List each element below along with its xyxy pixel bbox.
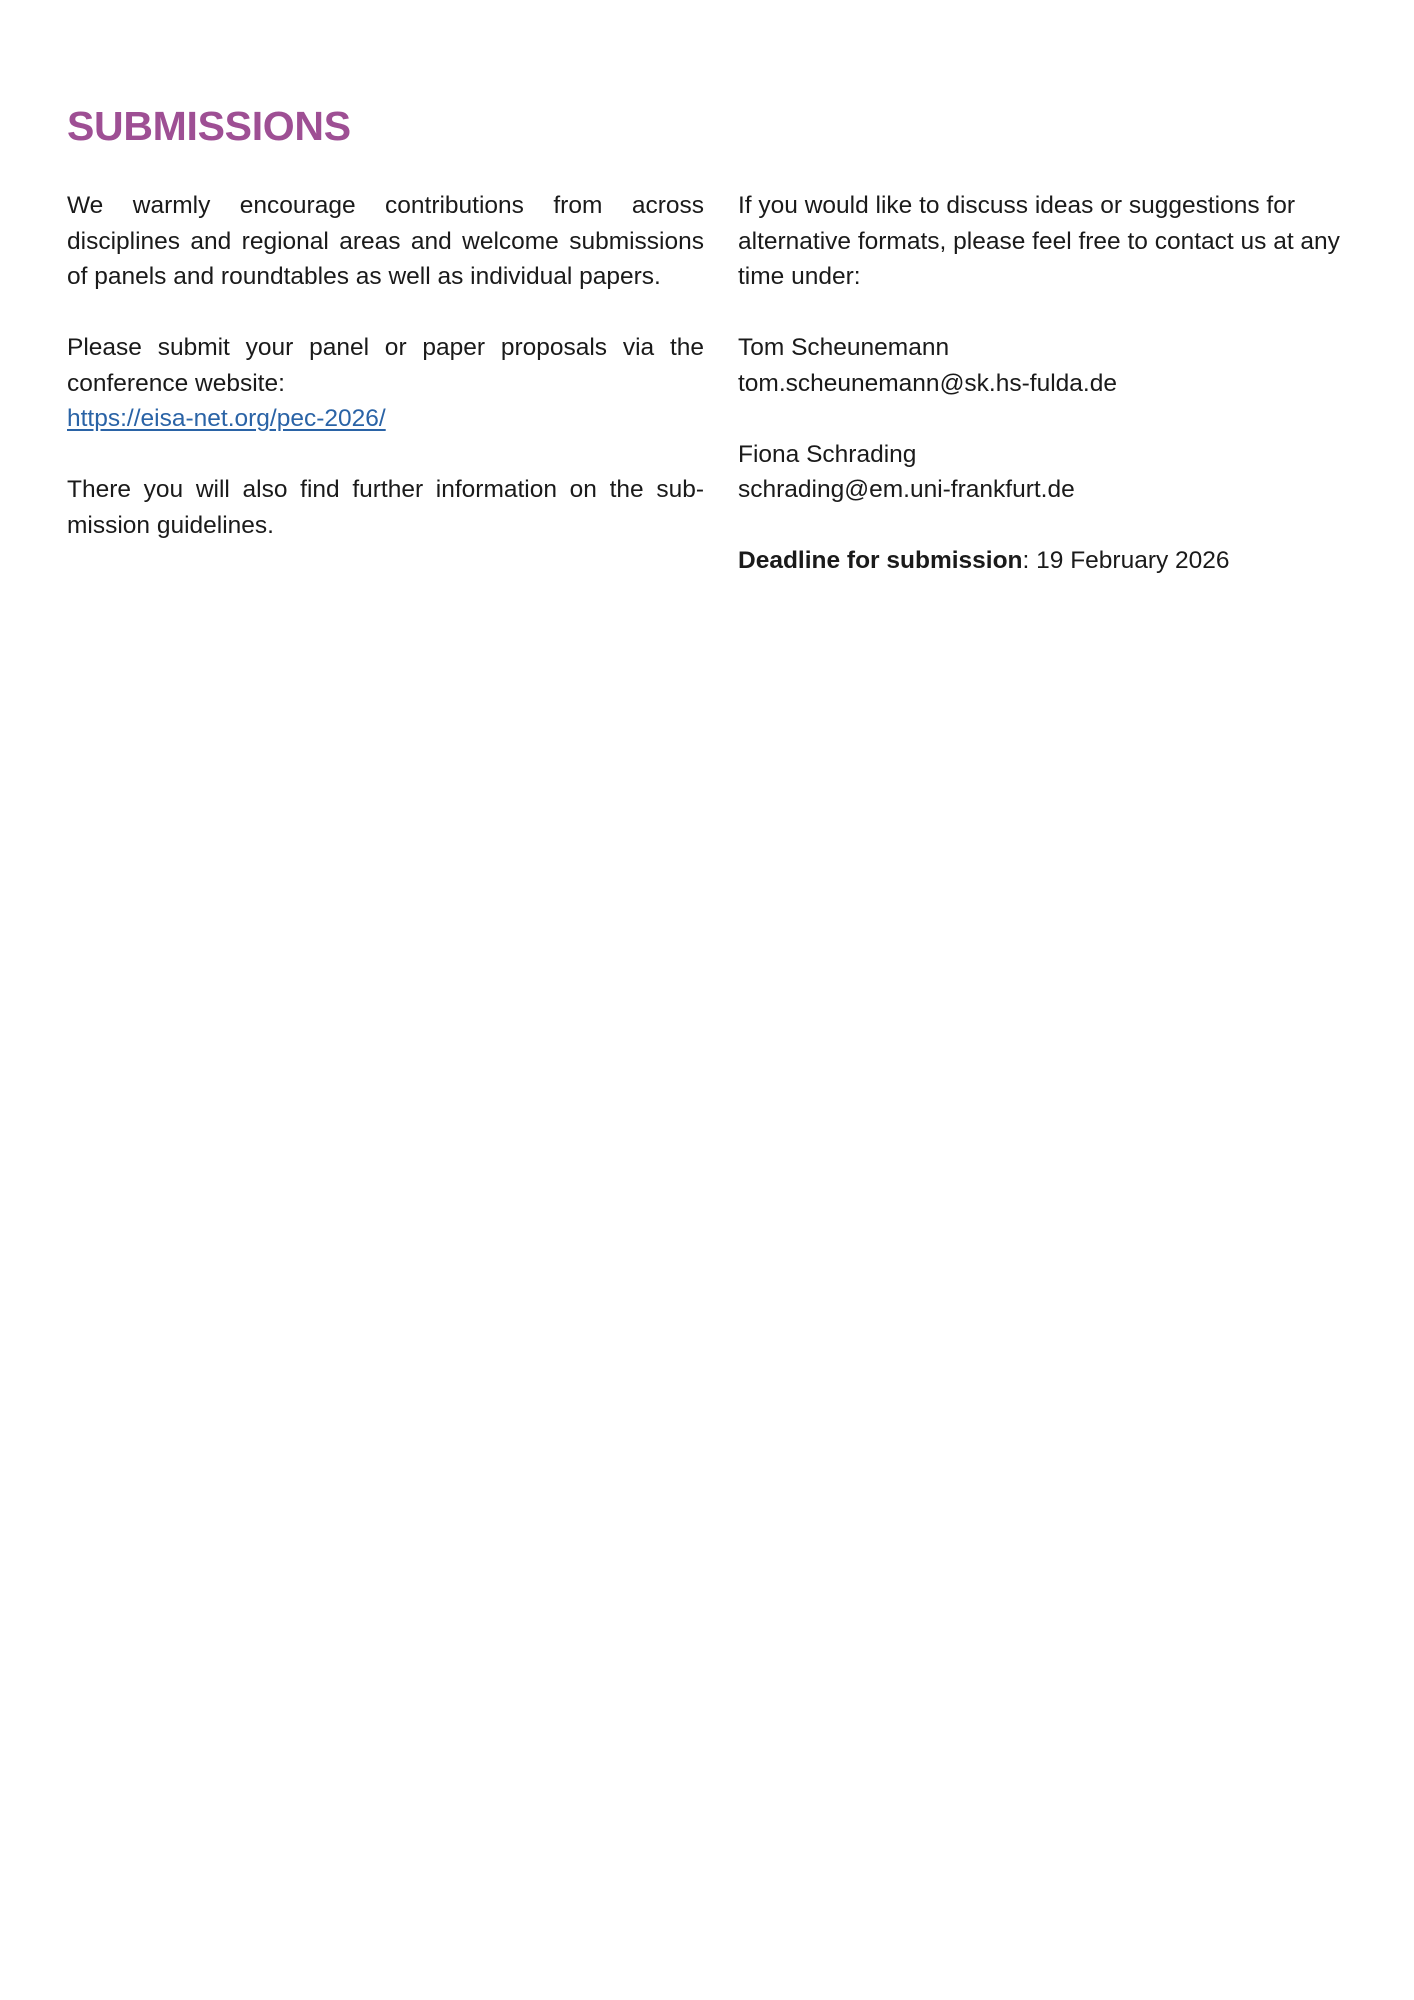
submit-paragraph (67, 330, 704, 437)
contact-email: tom.scheunemann@sk.hs-fulda.de (738, 369, 1117, 397)
intro-paragraph: We warmly encourage contributions from across disciplines and regional areas and welcome submissions of panels and roundtables as well as individual papers. (67, 192, 704, 290)
contact-block (738, 437, 1348, 508)
contact-name: Tom Scheunemann (738, 334, 950, 361)
contact-email: schrading@em.uni-frankfurt.de (738, 476, 1075, 503)
contact-name: Fiona Schrading (738, 440, 917, 468)
left-column (67, 188, 704, 579)
further-info-paragraph: There you will also find further information on the submission guidelines. (67, 476, 704, 539)
contact-intro-paragraph: If you would like to discuss ideas or suggestions for alternative formats, please feel free to contact us at any time under: (738, 192, 1340, 290)
deadline-label: Deadline for submission (738, 547, 1023, 574)
deadline-value: : 19 February 2026 (1022, 547, 1230, 574)
deadline-paragraph (738, 543, 1348, 579)
section-heading: SUBMISSIONS (67, 103, 351, 149)
right-column (738, 188, 1348, 614)
submit-text: Please submit your panel or paper proposals via the conference website: (67, 334, 704, 397)
conference-website-link[interactable]: https://eisa-net.org/pec-2026/ (67, 405, 386, 432)
contact-block (738, 330, 1348, 401)
